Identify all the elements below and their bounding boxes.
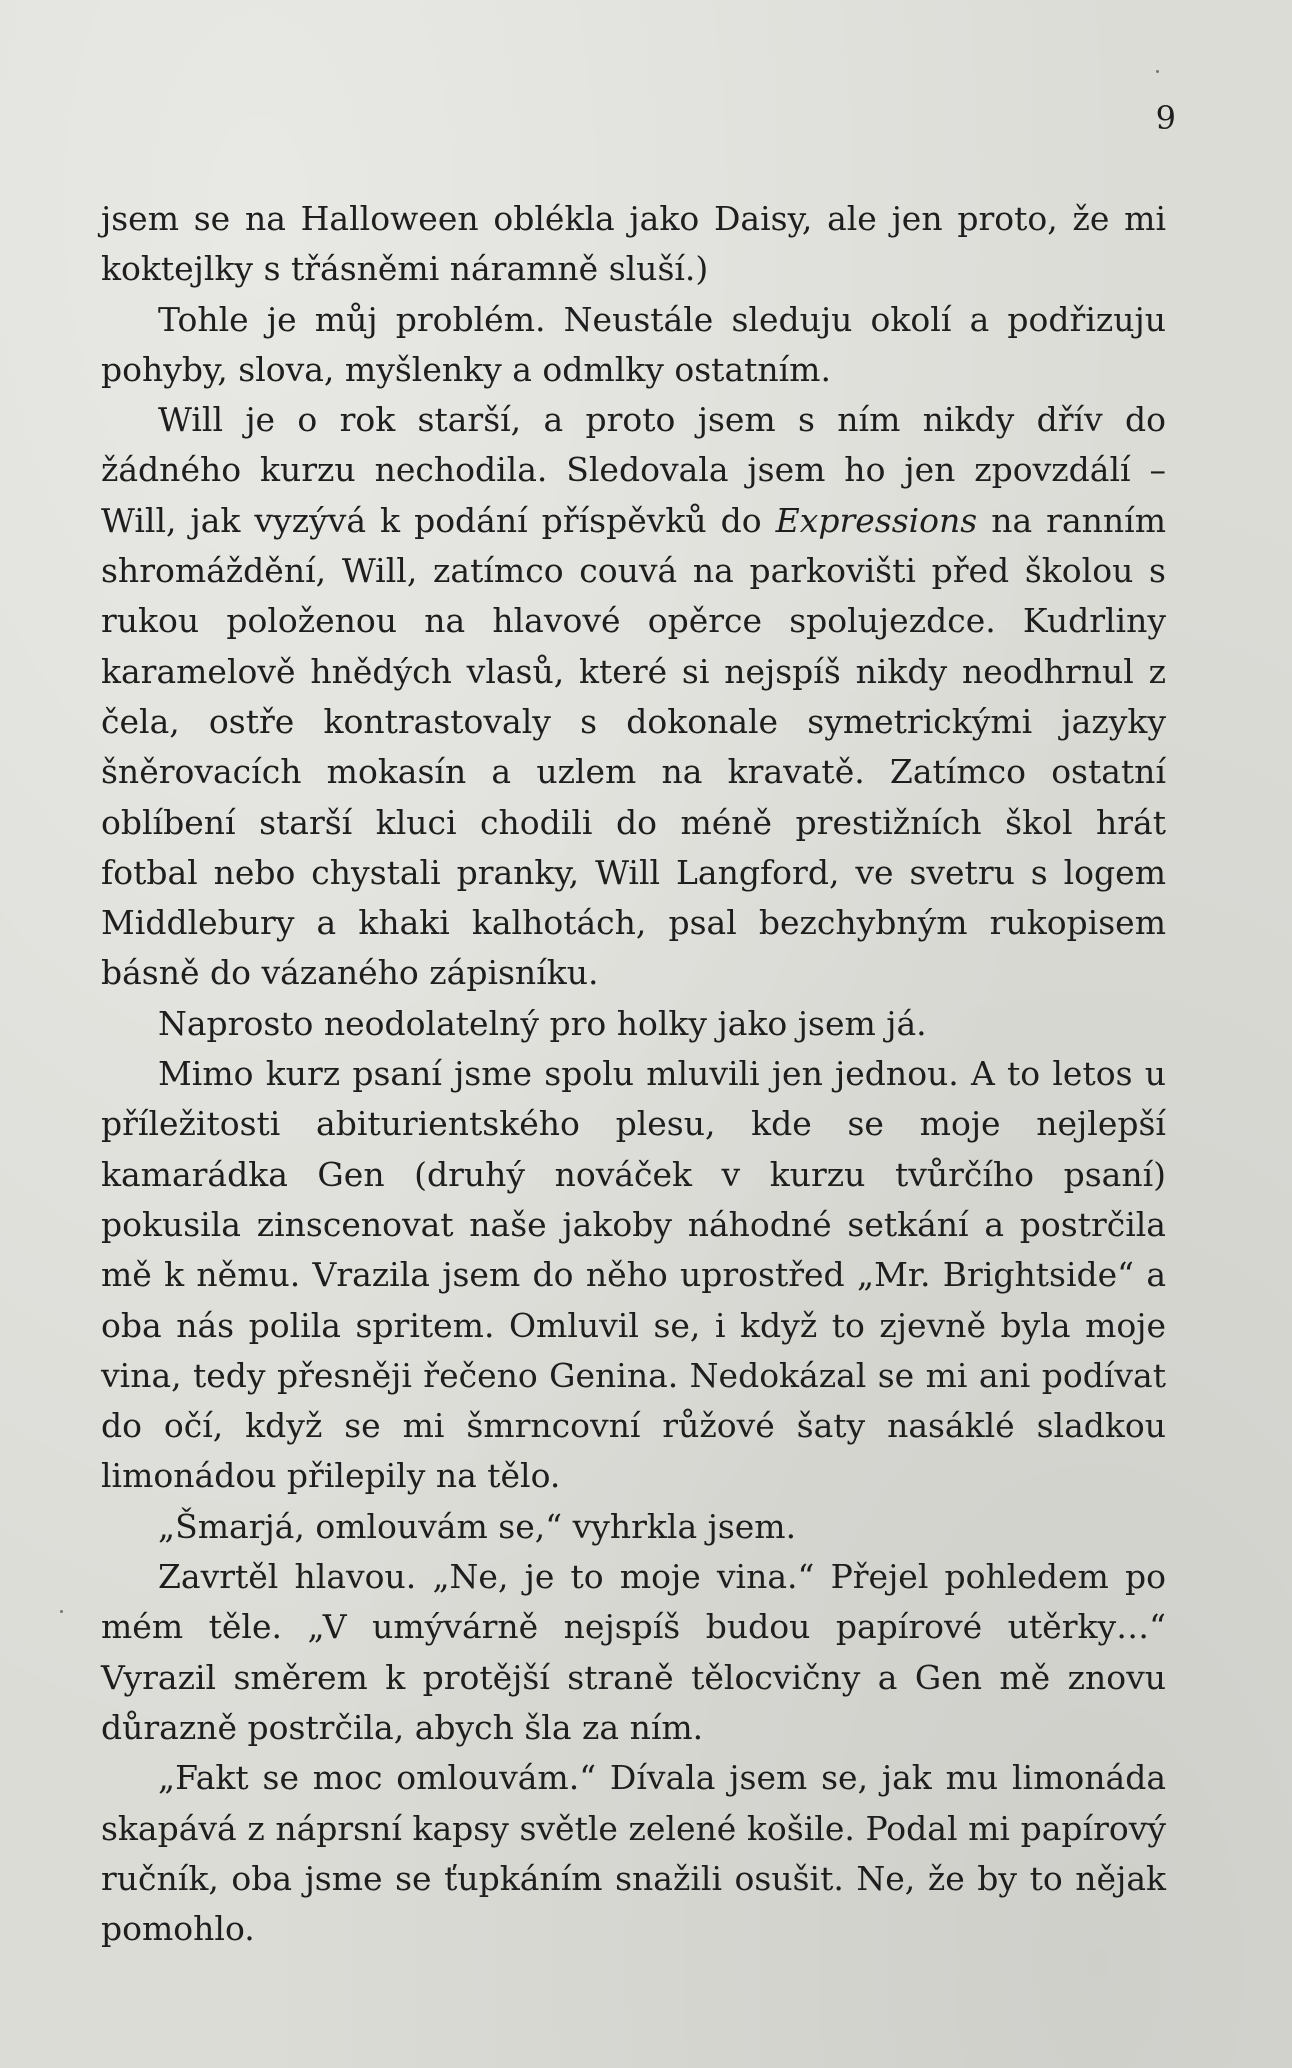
page-number: 9 [1155, 99, 1176, 137]
paragraph [101, 1753, 1166, 1954]
paragraph [101, 295, 1166, 396]
paragraph-text: Mimo kurz psaní jsme spolu mluvili jen jednou. A to letos u příležitosti abiturientského plesu, kde se moje nejlepší kamarádka Gen (druhý nováček v kurzu tvůrčího psaní) pokusila zinscenovat naše jakoby náhodné setkání a postrčila mě k němu. Vrazila jsem do něho uprostřed „Mr. Brightside“ a oba nás polila spritem. Omluvil se, i když to zjevně byla moje vina, tedy přesněji řečeno Genina. Nedokázal se mi ani podívat do očí, když se mi šmrncovní růžové šaty nasáklé sladkou limonádou přilepily na tělo. [101, 1054, 1166, 1496]
paragraph [101, 1049, 1166, 1502]
paragraph-text: jsem se na Halloween oblékla jako Daisy, ale jen proto, že mi koktejlky s třásněmi náramně sluší.) [101, 199, 1166, 289]
paragraph [101, 194, 1166, 295]
paragraph-text: na ranním shromáždění, Will, zatímco couvá na parkovišti před školou s rukou položenou na hlavové opěrce spolujezdce. Kudrliny karamelově hnědých vlasů, které si nejspíš nikdy neodhrnul z čela, ostře kontrastovaly s dokonale symetrickými jazyky šněrovacích mokasín a uzlem na kravatě. Zatímco ostatní oblíbení starší kluci chodili do méně prestižních škol hrát fotbal nebo chystali pranky, Will Langford, ve svetru s logem Middlebury a khaki kalhotách, psal bezchybným rukopisem básně do vázaného zápisníku. [101, 500, 1166, 993]
italic-title: Expressions [775, 500, 978, 540]
paragraph-text: Tohle je můj problém. Neustále sleduju okolí a podřizuju pohyby, slova, myšlenky a odmlky ostatním. [101, 299, 1166, 389]
paragraph [101, 395, 1166, 999]
paragraph-text: „Šmarjá, omlouvám se,“ vyhrkla jsem. [158, 1506, 797, 1546]
paragraph-text: Naprosto neodolatelný pro holky jako jsem já. [158, 1003, 927, 1043]
paragraph [101, 1502, 1166, 1552]
paragraph [101, 999, 1166, 1049]
paragraph-text: Will je o rok starší, a proto jsem s ním nikdy dřív do žádného kurzu nechodila. Sledovala jsem ho jen zpovzdálí – Will, jak vyzývá k podání příspěvků do [101, 400, 1166, 540]
paragraph-text: „Fakt se moc omlouvám.“ Dívala jsem se, jak mu limonáda skapává z náprsní kapsy světle zelené košile. Podal mi papírový ručník, oba jsme se ťupkáním snažili osušit. Ne, že by to nějak pomohlo. [101, 1758, 1166, 1949]
paragraph [101, 1552, 1166, 1753]
paper-speck [1156, 70, 1159, 73]
paper-speck [60, 1610, 63, 1613]
paragraph-text: Zavrtěl hlavou. „Ne, je to moje vina.“ Přejel pohledem po mém těle. „V umývárně nejspíš budou papírové utěrky…“ Vyrazil směrem k protější straně tělocvičny a Gen mě znovu důrazně postrčila, abych šla za ním. [101, 1557, 1166, 1747]
body-text [101, 194, 1166, 1954]
